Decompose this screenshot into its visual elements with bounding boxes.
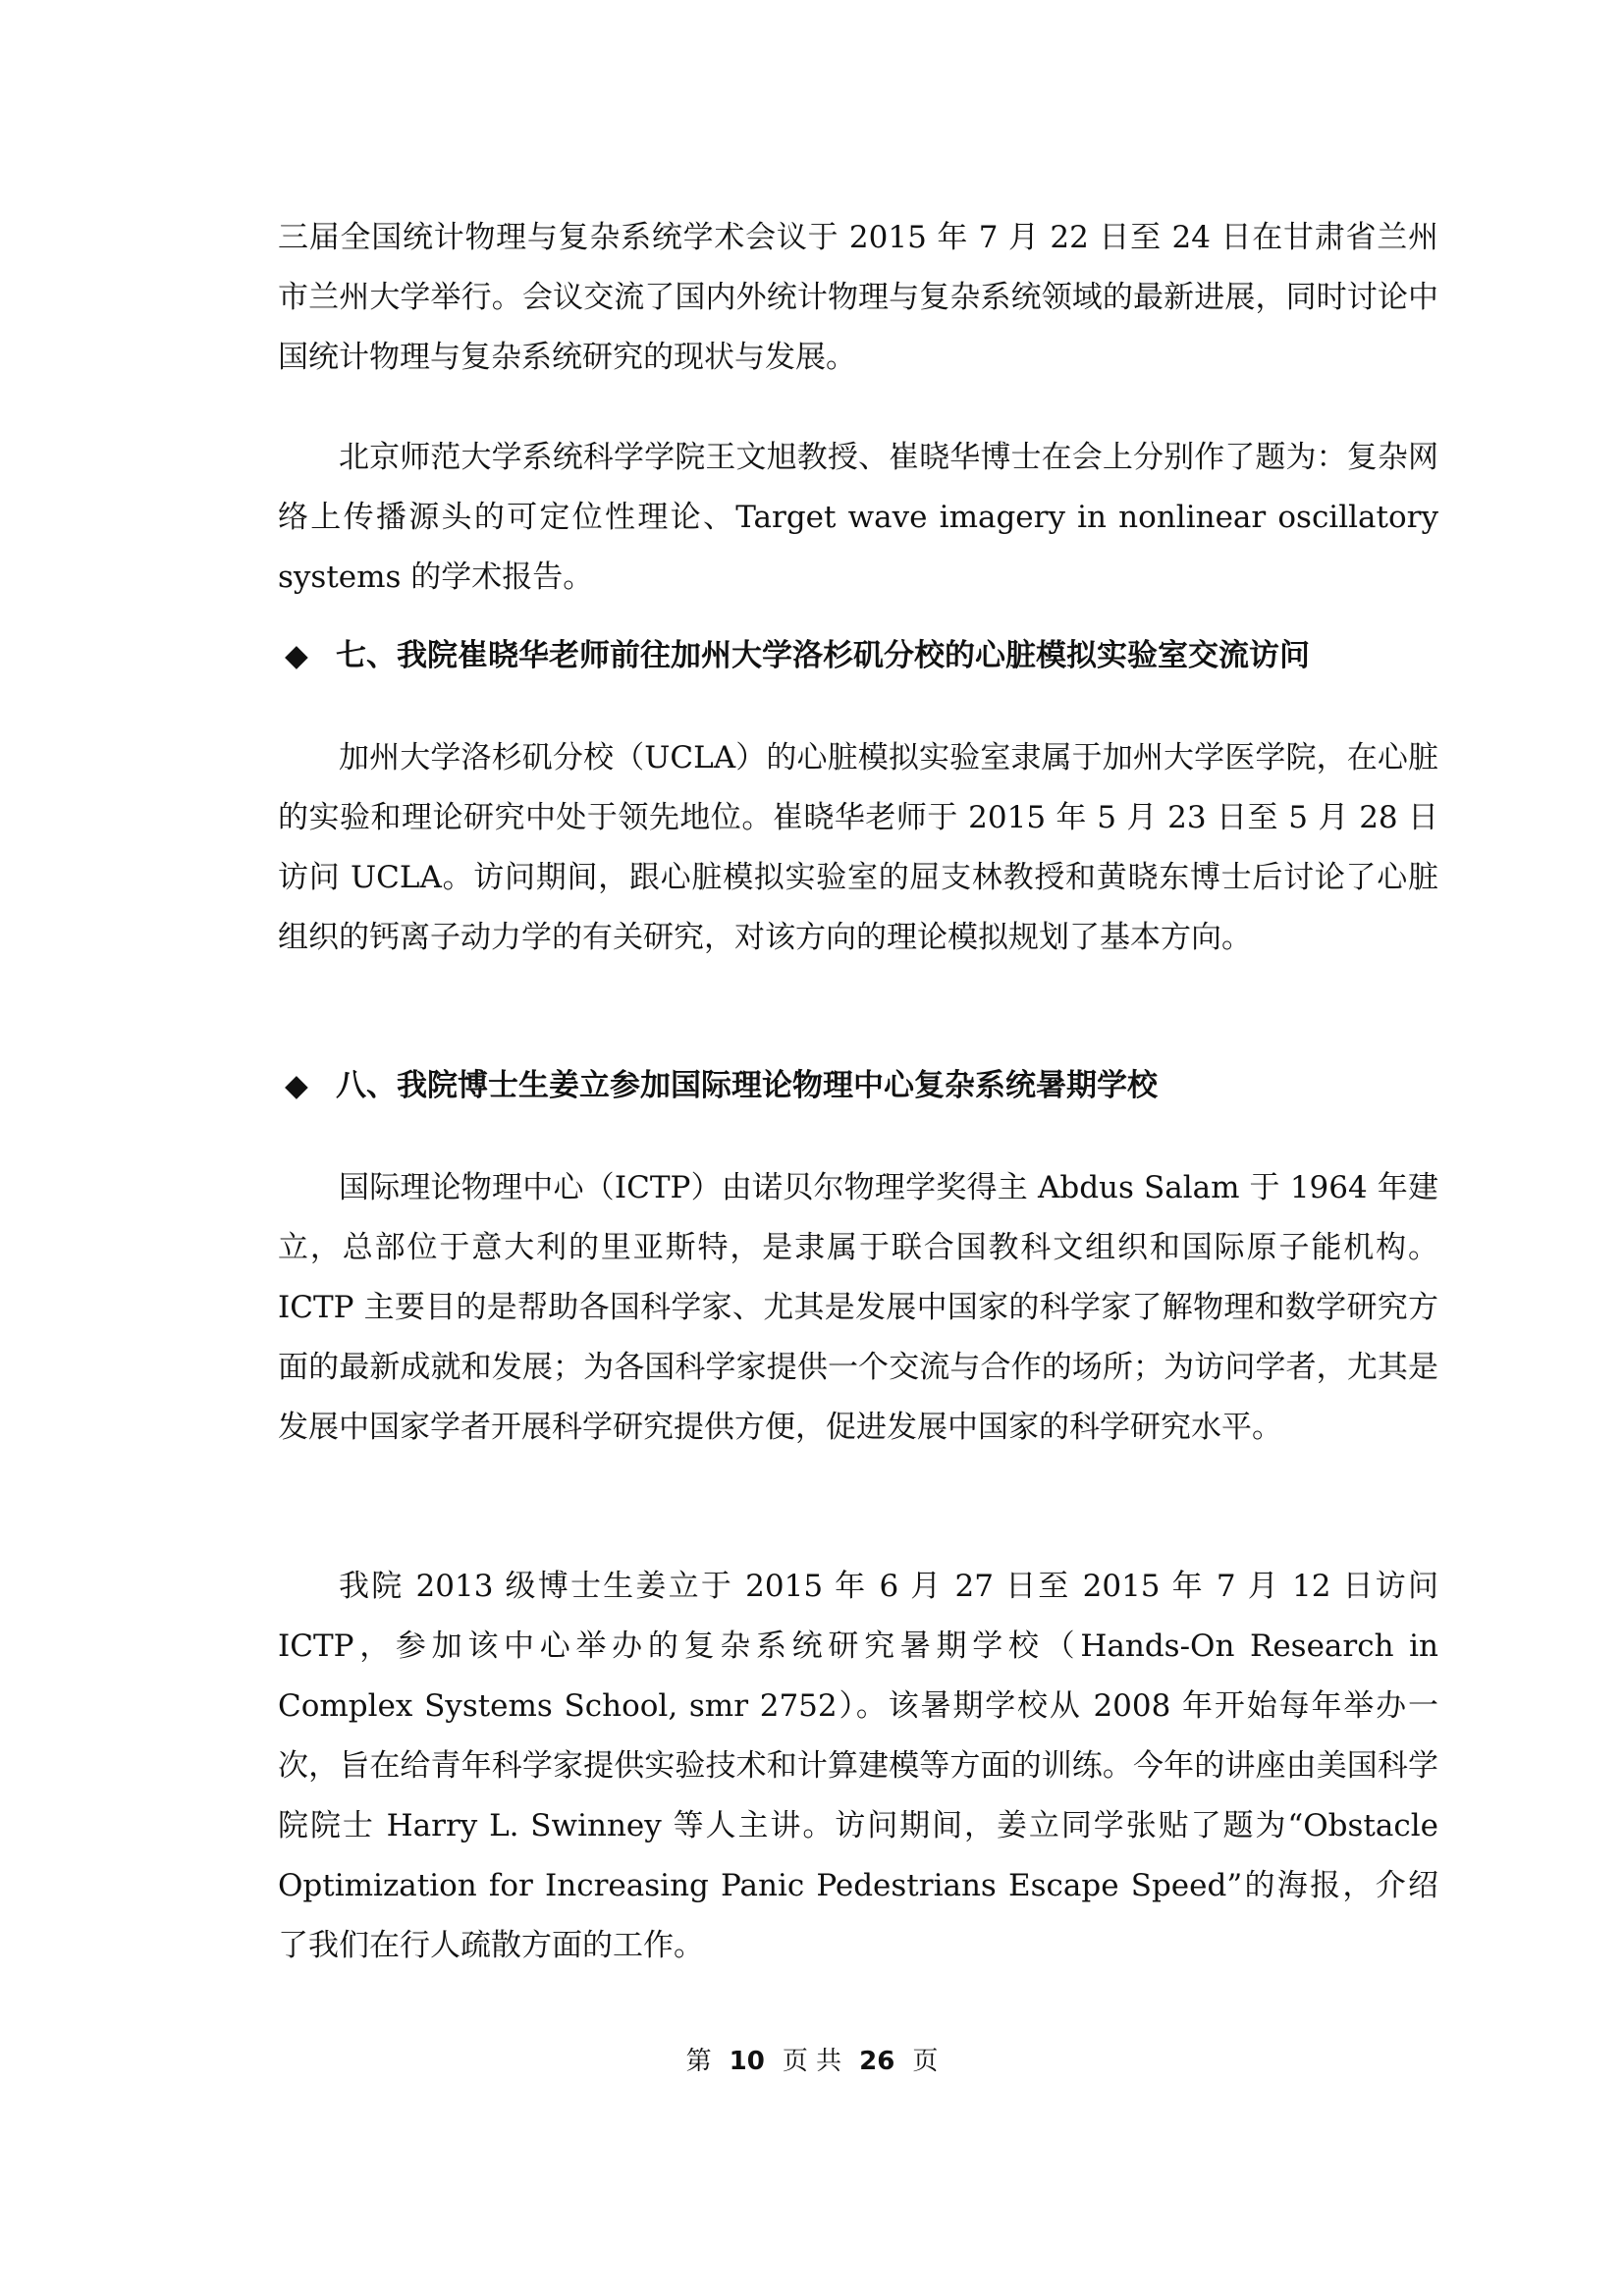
section-heading-text: 七、我院崔晓华老师前往加州大学洛杉矶分校的心脏模拟实验室交流访问 bbox=[336, 638, 1310, 673]
page-footer bbox=[0, 2042, 1624, 2081]
paragraph-text: 国际理论物理中心（ICTP）由诺贝尔物理学奖得主 Abdus Salam 于 1964 年建立，总部位于意大利的里亚斯特，是隶属于联合国教科文组织和国际原子能机构。ICTP 主要目的是帮助各国科学家、尤其是发展中国家的科学家了解物理和数学研究方面的最新成就和发展；为各国科学家提供一个交流与合作的场所；为访问学者，尤其是发展中国家学者开展科学研究提供方便，促进发展中国家的科学研究水平。 bbox=[278, 1170, 1438, 1445]
paragraph-conference-summary bbox=[278, 208, 1438, 388]
paragraph-summer-school bbox=[278, 1557, 1438, 1976]
paragraph-text: 北京师范大学系统科学学院王文旭教授、崔晓华博士在会上分别作了题为：复杂网络上传播源头的可定位性理论、Target wave imagery in nonlinear oscillatory systems 的学术报告。 bbox=[278, 440, 1438, 595]
footer-mid: 页 共 bbox=[782, 2047, 842, 2076]
section-heading-text: 八、我院博士生姜立参加国际理论物理中心复杂系统暑期学校 bbox=[336, 1068, 1158, 1103]
section-heading-8 bbox=[285, 1056, 1443, 1116]
section-heading-7 bbox=[285, 626, 1443, 686]
paragraph-text: 我院 2013 级博士生姜立于 2015 年 6 月 27 日至 2015 年 7 月 12 日访问 ICTP，参加该中心举办的复杂系统研究暑期学校（Hands-On Research in Complex Systems School, smr 2752）。该暑期学校从 2008 年开始每年举办一次，旨在给青年科学家提供实验技术和计算建模等方面的训练。今年的讲座由美国科学院院士 Harry L. Swinney 等人主讲。访问期间，姜立同学张贴了题为“Obstacle Optimization for Increasing Panic Pedestrians Escape Speed”的海报，介绍了我们在行人疏散方面的工作。 bbox=[278, 1569, 1438, 1963]
total-page-count: 26 bbox=[859, 2047, 895, 2076]
paragraph-ucla-visit bbox=[278, 728, 1438, 968]
paragraph-text: 三届全国统计物理与复杂系统学术会议于 2015 年 7 月 22 日至 24 日在甘肃省兰州市兰州大学举行。会议交流了国内外统计物理与复杂系统领域的最新进展，同时讨论中国统计物理与复杂系统研究的现状与发展。 bbox=[278, 220, 1438, 375]
paragraph-text: 加州大学洛杉矶分校（UCLA）的心脏模拟实验室隶属于加州大学医学院，在心脏的实验和理论研究中处于领先地位。崔晓华老师于 2015 年 5 月 23 日至 5 月 28 日访问 UCLA。访问期间，跟心脏模拟实验室的屈支林教授和黄晓东博士后讨论了心脏组织的钙离子动力学的有关研究，对该方向的理论模拟规划了基本方向。 bbox=[278, 740, 1438, 955]
diamond-bullet-icon: ◆ bbox=[285, 1068, 308, 1103]
footer-prefix: 第 bbox=[685, 2047, 712, 2076]
paragraph-conference-talks bbox=[278, 428, 1438, 608]
footer-suffix: 页 bbox=[912, 2047, 939, 2076]
current-page-number: 10 bbox=[729, 2047, 765, 2076]
diamond-bullet-icon: ◆ bbox=[285, 638, 308, 673]
paragraph-ictp-intro bbox=[278, 1158, 1438, 1458]
